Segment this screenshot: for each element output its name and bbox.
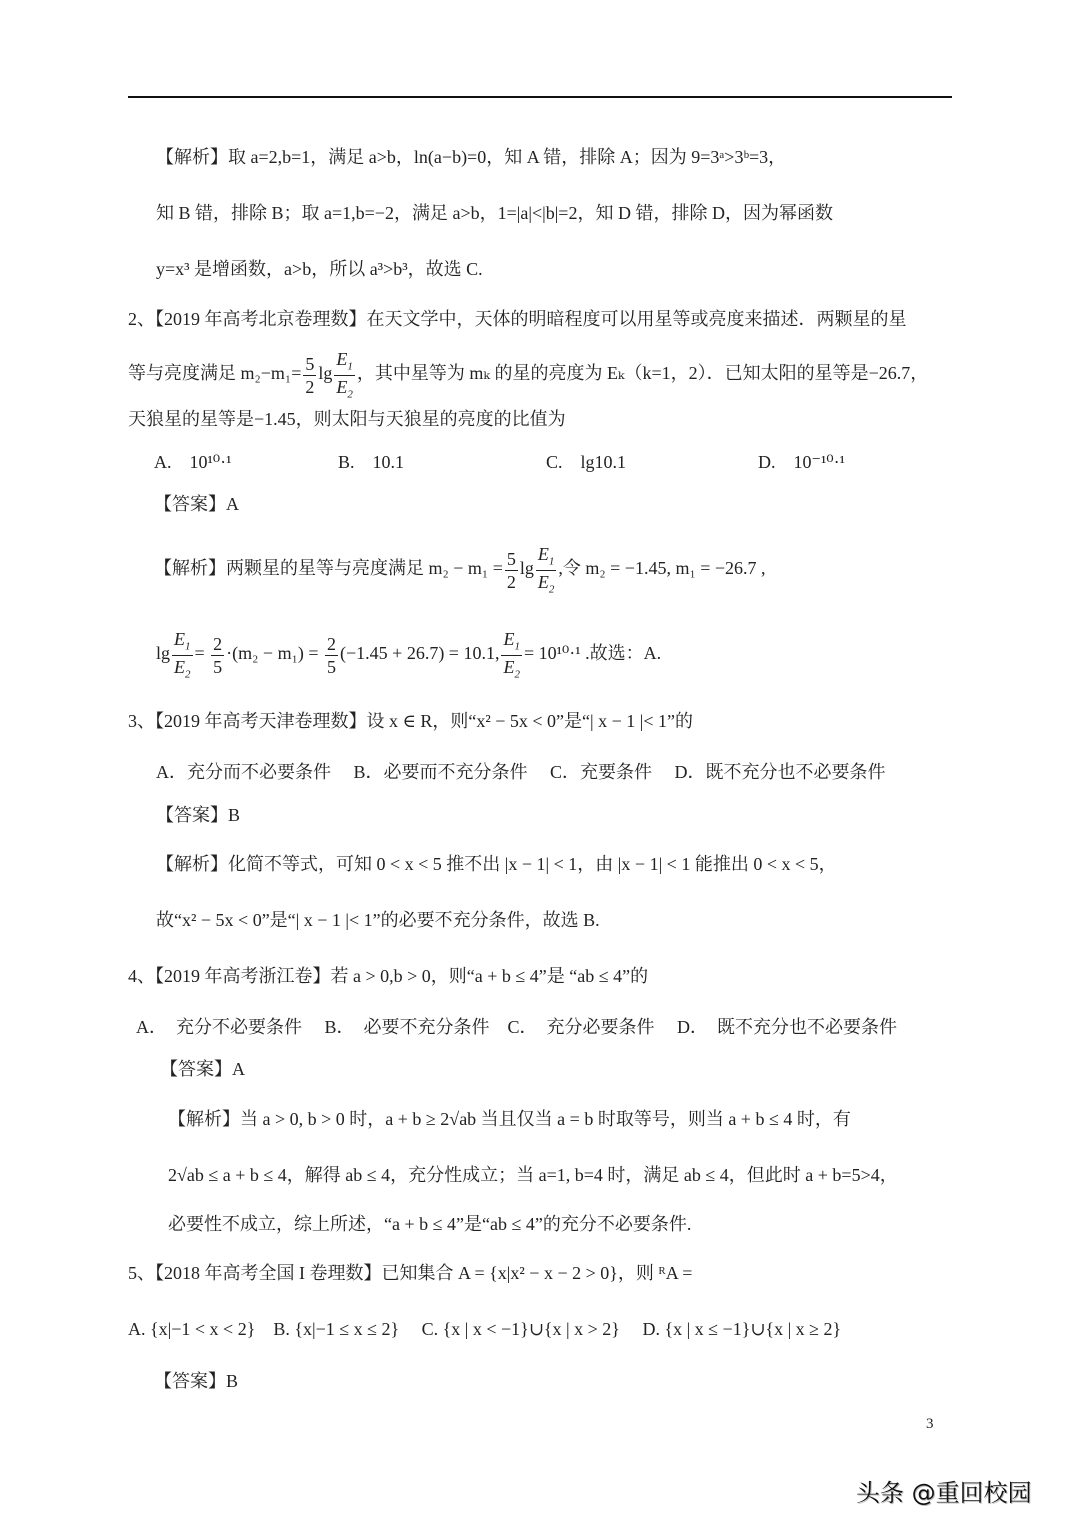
fraction-e1-e2: $\frac{E_1}{E_2}$ [537,544,555,596]
q2-analysis-line-1: 【解析】两颗星的星等与亮度满足 m₂ − m₁ = $\frac{5}{2}$ lg $\frac{E_1}{E_2}$ ,令 m₂ = −1.45, m₁ = −26.7 , [154,544,766,596]
q2-analysis-eq-c: (−1.45 + 26.7) = 10.1, [340,643,500,664]
q2-stem-line-3: 天狼星的星等是−1.45，则太阳与天狼星的亮度的比值为 [128,409,566,429]
fraction-5-2: $\frac{5}{2}$ [305,353,315,397]
q2-answer: 【答案】A [154,494,239,514]
q2-analysis-line-1-pre: 【解析】两颗星的星等与亮度满足 m₂ − m₁ = [154,558,503,579]
q2-analysis-line-2: lg $\frac{E_1}{E_2}$ = $\frac{2}{5}$ ·(m₂ − m₁) = $\frac{2}{5}$ (−1.45 + 26.7) = 10.1, $\frac{E_1}{E_2}$ = 10¹⁰·¹ .故选：A. [156,629,662,681]
q2-analysis-eq-d: = 10¹⁰·¹ .故选：A. [523,643,662,664]
fraction-2-5: $\frac{2}{5}$ [213,633,223,677]
q1-analysis-line-2: 知 B 错，排除 B；取 a=1,b=−2，满足 a>b，1=|a|<|b|=2，知 D 错，排除 D，因为幂函数 [156,203,833,223]
q4-analysis-line-3: 必要性不成立，综上所述，“a + b ≤ 4”是“ab ≤ 4”的充分不必要条件. [168,1214,692,1234]
q5-options: A. {x|−1 < x < 2} B. {x|−1 ≤ x ≤ 2} C. {x | x < −1}∪{x | x > 2} D. {x | x ≤ −1}∪{x | x ≥ 2} [128,1319,842,1339]
q2-option-a: A. 10¹⁰·¹ [154,452,232,472]
q4-analysis-line-2: 2√ab ≤ a + b ≤ 4，解得 ab ≤ 4，充分性成立；当 a=1, b=4 时，满足 ab ≤ 4，但此时 a + b=5>4， [168,1165,898,1185]
fraction-2-5: $\frac{2}{5}$ [327,633,337,677]
q2-stem-line-1: 2、【2019 年高考北京卷理数】在天文学中，天体的明暗程度可以用星等或亮度来描述．两颗星的星 [128,309,907,329]
fraction-e1-e2: $\frac{E_1}{E_2}$ [336,349,353,401]
q2-analysis-line-1-post: ,令 m₂ = −1.45, m₁ = −26.7 , [558,558,766,579]
q1-analysis-line-3: y=x³ 是增函数，a>b，所以 a³>b³，故选 C. [156,259,483,279]
q4-options: A． 充分不必要条件 B． 必要不充分条件 C． 充分必要条件 D． 既不充分也不必要条件 [136,1017,898,1037]
q2-option-c: C. lg10.1 [546,452,627,472]
q5-stem: 5、【2018 年高考全国 I 卷理数】已知集合 A = {x|x² − x − 2 > 0}，则 ᴿA = [128,1263,693,1283]
header-rule [128,96,952,98]
q2-option-b: B. 10.1 [338,452,405,472]
watermark: 头条 @重回校园 [856,1479,1032,1507]
q5-answer: 【答案】B [154,1371,239,1391]
q2-stem-line-2-post: ，其中星等为 mₖ 的星的亮度为 Eₖ（k=1，2）．已知太阳的星等是−26.7， [356,363,929,384]
fraction-e1-e2: $\frac{E_1}{E_2}$ [503,629,520,681]
q3-stem: 3、【2019 年高考天津卷理数】设 x ∈ R，则“x² − 5x < 0”是“| x − 1 |< 1”的 [128,711,693,731]
q3-options: A．充分而不必要条件 B．必要而不充分条件 C．充要条件 D．既不充分也不必要条件 [156,762,886,782]
q2-stem-line-2-pre: 等与亮度满足 m₂−m₁= [128,363,302,384]
q1-analysis-line-1: 【解析】取 a=2,b=1，满足 a>b，ln(a−b)=0，知 A 错，排除 A；因为 9=3ᵃ>3ᵇ=3， [156,147,787,167]
q3-answer: 【答案】B [156,805,241,825]
q4-analysis-line-1: 【解析】当 a > 0, b > 0 时，a + b ≥ 2√ab 当且仅当 a = b 时取等号，则当 a + b ≤ 4 时，有 [168,1109,851,1129]
q2-stem-line-2: 等与亮度满足 m₂−m₁= $\frac{5}{2}$ lg $\frac{E_1}{E_2}$ ，其中星等为 mₖ 的星的亮度为 Eₖ（k=1，2）．已知太阳的星等是−26.7， [128,349,929,401]
fraction-e1-e2: $\frac{E_1}{E_2}$ [174,629,191,681]
q4-answer: 【答案】A [160,1059,245,1079]
page-number: 3 [926,1416,934,1432]
fraction-5-2: $\frac{5}{2}$ [506,548,516,592]
q2-option-d: D. 10⁻¹⁰·¹ [758,452,846,472]
q4-stem: 4、【2019 年高考浙江卷】若 a > 0,b > 0，则“a + b ≤ 4”是 “ab ≤ 4”的 [128,966,649,986]
q2-analysis-eq-b: ·(m₂ − m₁) = [226,643,324,664]
q3-analysis-line-1: 【解析】化简不等式，可知 0 < x < 5 推不出 |x − 1| < 1，由 |x − 1| < 1 能推出 0 < x < 5， [156,854,837,874]
q2-analysis-eq-a: = [194,643,210,664]
q3-analysis-line-2: 故“x² − 5x < 0”是“| x − 1 |< 1”的必要不充分条件，故选 B. [156,910,600,930]
